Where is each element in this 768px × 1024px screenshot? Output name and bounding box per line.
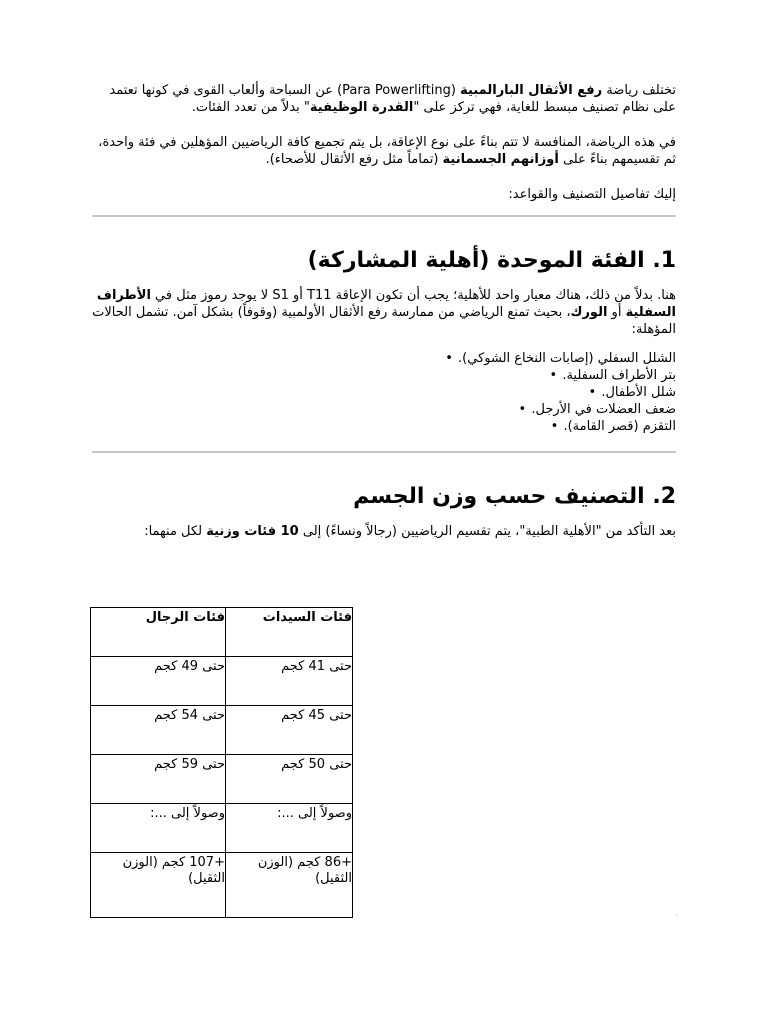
table-header-row xyxy=(91,608,353,657)
list-item xyxy=(92,418,676,435)
list-item-text: التقزم (قصر القامة). xyxy=(563,419,676,434)
intro-bold-term: رفع الأثقال البارالمبية xyxy=(460,83,603,98)
table-row xyxy=(91,853,353,918)
intro-text: (Para Powerlifting) عن السباحة وألعاب القوى في كونها تعتمد على نظام تصنيف مبسط للغاية، فهي تركز على " xyxy=(109,83,676,115)
table-cell-women: حتى 41 كجم xyxy=(226,657,353,706)
bullet-icon: • xyxy=(549,368,558,383)
bullet-icon: • xyxy=(445,351,453,366)
section-2-heading: 2. التصنيف حسب وزن الجسم xyxy=(353,484,676,509)
intro-paragraph-1 xyxy=(92,82,676,116)
bullet-icon: • xyxy=(518,402,527,417)
section-divider xyxy=(92,451,676,453)
section-divider xyxy=(92,215,676,217)
list-item xyxy=(92,350,676,367)
table-cell-men: +107 كجم (الوزن الثقيل) xyxy=(91,853,226,918)
intro-paragraph-3: إليك تفاصيل التصنيف والقواعد: xyxy=(508,187,676,202)
section-2-text: لكل منهما: xyxy=(144,524,207,539)
list-item-text: بتر الأطراف السفلية. xyxy=(562,368,676,383)
section-2-paragraph xyxy=(92,523,676,540)
section-1-bold-term: الأطراف السفلية xyxy=(96,288,676,320)
table-cell-women: حتى 45 كجم xyxy=(226,706,353,755)
section-1-text: ، بحيث تمنع الرياضي من ممارسة رفع الأثقال الأولمبية (وقوفاً) بشكل آمن. تشمل الحالات المؤهلة: xyxy=(92,305,676,337)
table-cell-men: وصولاً إلى ...: xyxy=(91,804,226,853)
list-item-text: شلل الأطفال. xyxy=(601,385,676,400)
document-body xyxy=(92,82,676,558)
table-row xyxy=(91,657,353,706)
intro-text: (تماماً مثل رفع الأثقال للأصحاء). xyxy=(265,152,443,167)
table-cell-women: +86 كجم (الوزن الثقيل) xyxy=(226,853,353,918)
list-item xyxy=(92,384,676,401)
bullet-icon: • xyxy=(588,385,597,400)
intro-text: في هذه الرياضة، المنافسة لا تتم بناءً على نوع الإعاقة، بل يتم تجميع كافة الرياضيين المؤهلين في فئة واحدة، ثم تقسيمهم بناءً على xyxy=(98,135,676,167)
list-item-text: الشلل السفلي (إصابات النخاع الشوكي). xyxy=(458,351,676,366)
section-1-bold-term: الورك xyxy=(570,305,608,320)
intro-paragraph-2 xyxy=(92,134,676,168)
intro-bold-term: أوزانهم الجسمانية xyxy=(442,152,559,167)
table-cell-women: وصولاً إلى ...: xyxy=(226,804,353,853)
bullet-icon: • xyxy=(550,419,559,434)
table-header-men: فئات الرجال xyxy=(91,608,226,657)
table-cell-women: حتى 50 كجم xyxy=(226,755,353,804)
table-header-women: فئات السيدات xyxy=(226,608,353,657)
section-1-text: هنا. بدلاً من ذلك، هناك معيار واحد للأهلية؛ يجب أن تكون الإعاقة T11 أو S1 لا يوجد رموز مثل في xyxy=(150,288,676,303)
list-item-text: ضعف العضلات في الأرجل. xyxy=(531,402,676,417)
table-cell-men: حتى 54 كجم xyxy=(91,706,226,755)
list-item xyxy=(92,401,676,418)
intro-bold-term: القدرة الوظيفية xyxy=(309,100,414,115)
eligible-conditions-list xyxy=(92,350,676,435)
intro-text: تختلف رياضة xyxy=(602,83,676,98)
table-cell-men: حتى 49 كجم xyxy=(91,657,226,706)
section-2-bold-term: 10 فئات وزنية xyxy=(206,524,299,539)
page-mark xyxy=(676,914,678,916)
section-2-text: بعد التأكد من "الأهلية الطبية"، يتم تقسيم الرياضيين (رجالاً ونساءً) إلى xyxy=(298,524,676,539)
section-1-paragraph xyxy=(92,287,676,338)
weight-classes-table xyxy=(90,607,353,918)
intro-text: " بدلاً من تعدد الفئات. xyxy=(191,100,310,115)
list-item xyxy=(92,367,676,384)
section-1-heading: 1. الفئة الموحدة (أهلية المشاركة) xyxy=(307,248,676,273)
section-1-text: أو xyxy=(607,305,626,320)
table-cell-men: حتى 59 كجم xyxy=(91,755,226,804)
table-row xyxy=(91,755,353,804)
table-row xyxy=(91,804,353,853)
table-row xyxy=(91,706,353,755)
